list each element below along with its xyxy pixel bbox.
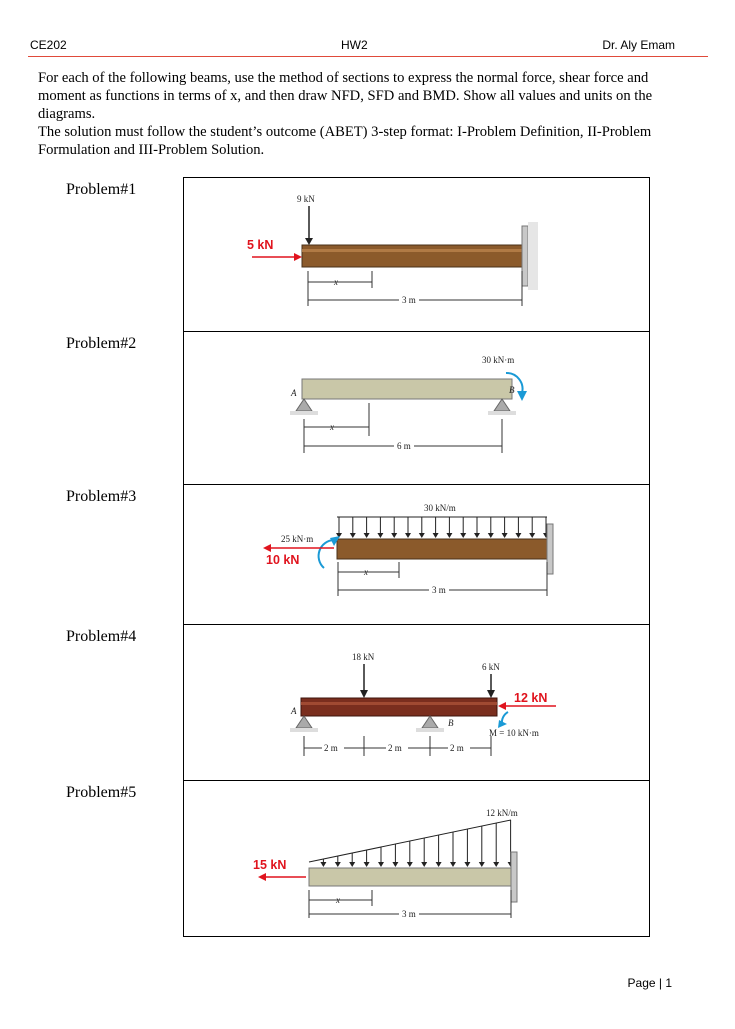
- x-label: x: [330, 422, 334, 432]
- span-1-label: 2 m: [324, 743, 338, 753]
- x-label: x: [334, 277, 338, 287]
- pin-support-a: [296, 399, 312, 411]
- fixed-wall: [547, 524, 553, 574]
- problem-2-figure: [184, 331, 649, 484]
- load-2-label: 6 kN: [482, 662, 500, 672]
- problem-4-label: Problem#4: [66, 628, 137, 645]
- problem-3-diagram: [184, 484, 649, 624]
- problem-5-figure: [184, 780, 649, 937]
- length-label: 3 m: [402, 909, 416, 919]
- arrow-head: [419, 533, 425, 538]
- problem-2-label: Problem#2: [66, 335, 137, 352]
- span-2-label: 2 m: [388, 743, 402, 753]
- beam-highlight: [302, 249, 522, 252]
- fixed-wall: [522, 226, 528, 286]
- arrow-head: [479, 862, 485, 867]
- support-a-label: A: [291, 388, 297, 398]
- moment-label: 30 kN·m: [482, 355, 515, 365]
- arrow-head: [498, 702, 506, 710]
- wall-hatch: [528, 222, 538, 290]
- header-course: CE202: [30, 38, 67, 52]
- arrow-head: [515, 533, 521, 538]
- arrow-head: [529, 533, 535, 538]
- arrow-head: [487, 690, 495, 698]
- arrow-head: [364, 862, 370, 867]
- arrow-head: [258, 873, 266, 881]
- support-b-label: B: [448, 718, 454, 728]
- arrow-head: [364, 533, 370, 538]
- arrow-head: [335, 862, 341, 867]
- instructions: [38, 69, 678, 159]
- roller-support-b: [422, 716, 438, 728]
- point-load-label: 9 kN: [297, 194, 315, 204]
- axial-force-label: 5 kN: [247, 238, 274, 252]
- header-homework: HW2: [341, 38, 368, 52]
- arrow-head: [433, 533, 439, 538]
- arrow-head: [436, 862, 442, 867]
- problem-3-label: Problem#3: [66, 488, 137, 505]
- dist-load-label: 12 kN/m: [486, 808, 518, 818]
- roller-support-b: [494, 399, 510, 411]
- axial-force-label: 10 kN: [266, 553, 300, 567]
- arrow-head: [378, 862, 384, 867]
- pin-support-a: [296, 716, 312, 728]
- arrow-head: [460, 533, 466, 538]
- arrow-head: [392, 862, 398, 867]
- header-author: Dr. Aly Emam: [602, 38, 675, 52]
- support-base: [290, 728, 318, 732]
- problem-5-label: Problem#5: [66, 784, 137, 801]
- dist-load-label: 30 kN/m: [424, 503, 456, 513]
- beam: [302, 379, 512, 399]
- support-base: [290, 411, 318, 415]
- moment-label: M = 10 kN·m: [489, 728, 539, 738]
- problem-4-figure: [184, 624, 649, 780]
- beam-highlight: [301, 702, 497, 705]
- arrow-head: [377, 533, 383, 538]
- moment-arrow: [319, 540, 334, 568]
- problem-1-label: Problem#1: [66, 181, 137, 198]
- arrow-head: [391, 533, 397, 538]
- beam: [337, 539, 547, 559]
- axial-force-label: 15 kN: [253, 858, 287, 872]
- arrow-head: [360, 690, 368, 698]
- problem-1-diagram: [184, 178, 649, 331]
- x-label: x: [336, 895, 340, 905]
- length-label: 3 m: [432, 585, 446, 595]
- support-base: [416, 728, 444, 732]
- triangular-load-arrows: [320, 820, 513, 867]
- beam: [301, 698, 497, 716]
- problem-5-diagram: [184, 780, 649, 937]
- moment-label: 25 kN·m: [281, 534, 314, 544]
- arrow-head: [263, 544, 271, 552]
- arrow-head: [446, 533, 452, 538]
- arrow-head: [450, 862, 456, 867]
- arrow-head: [488, 533, 494, 538]
- arrow-head: [305, 238, 313, 245]
- length-label: 3 m: [402, 295, 416, 305]
- support-a-label: A: [291, 706, 297, 716]
- length-label: 6 m: [397, 441, 411, 451]
- arrow-head: [320, 862, 326, 867]
- arrow-head: [474, 533, 480, 538]
- page-number: Page | 1: [627, 976, 672, 990]
- problem-3-figure: [184, 484, 649, 624]
- header-rule: [28, 56, 708, 57]
- support-b-label: B: [509, 385, 515, 395]
- problem-4-diagram: [184, 624, 649, 780]
- arrow-head: [407, 862, 413, 867]
- arrow-head: [349, 862, 355, 867]
- instructions-paragraph-2: The solution must follow the student’s outcome (ABET) 3-step format: I-Problem Definition, II-Problem Formulation and III-Problem Solution.: [38, 124, 652, 158]
- problems-table: [183, 177, 650, 937]
- arrow-head: [421, 862, 427, 867]
- x-label: x: [364, 567, 368, 577]
- problem-1-figure: [184, 178, 649, 331]
- beam: [309, 868, 511, 886]
- arrow-head: [517, 391, 527, 401]
- arrow-head: [405, 533, 411, 538]
- problem-2-diagram: [184, 331, 649, 484]
- span-3-label: 2 m: [450, 743, 464, 753]
- load-1-label: 18 kN: [352, 652, 375, 662]
- arrow-head: [502, 533, 508, 538]
- beam: [302, 245, 522, 267]
- support-base: [488, 411, 516, 415]
- instructions-paragraph-1: For each of the following beams, use the method of sections to express the normal force, shear force and moment as functions in terms of x, and then draw NFD, SFD and BMD. Show all values and units on the diagrams.: [38, 70, 653, 122]
- arrow-head: [294, 253, 302, 261]
- arrow-head: [493, 862, 499, 867]
- fixed-wall: [511, 852, 517, 902]
- arrow-head: [464, 862, 470, 867]
- axial-force-label: 12 kN: [514, 691, 548, 705]
- arrow-head: [350, 533, 356, 538]
- distributed-load-arrows: [336, 517, 549, 538]
